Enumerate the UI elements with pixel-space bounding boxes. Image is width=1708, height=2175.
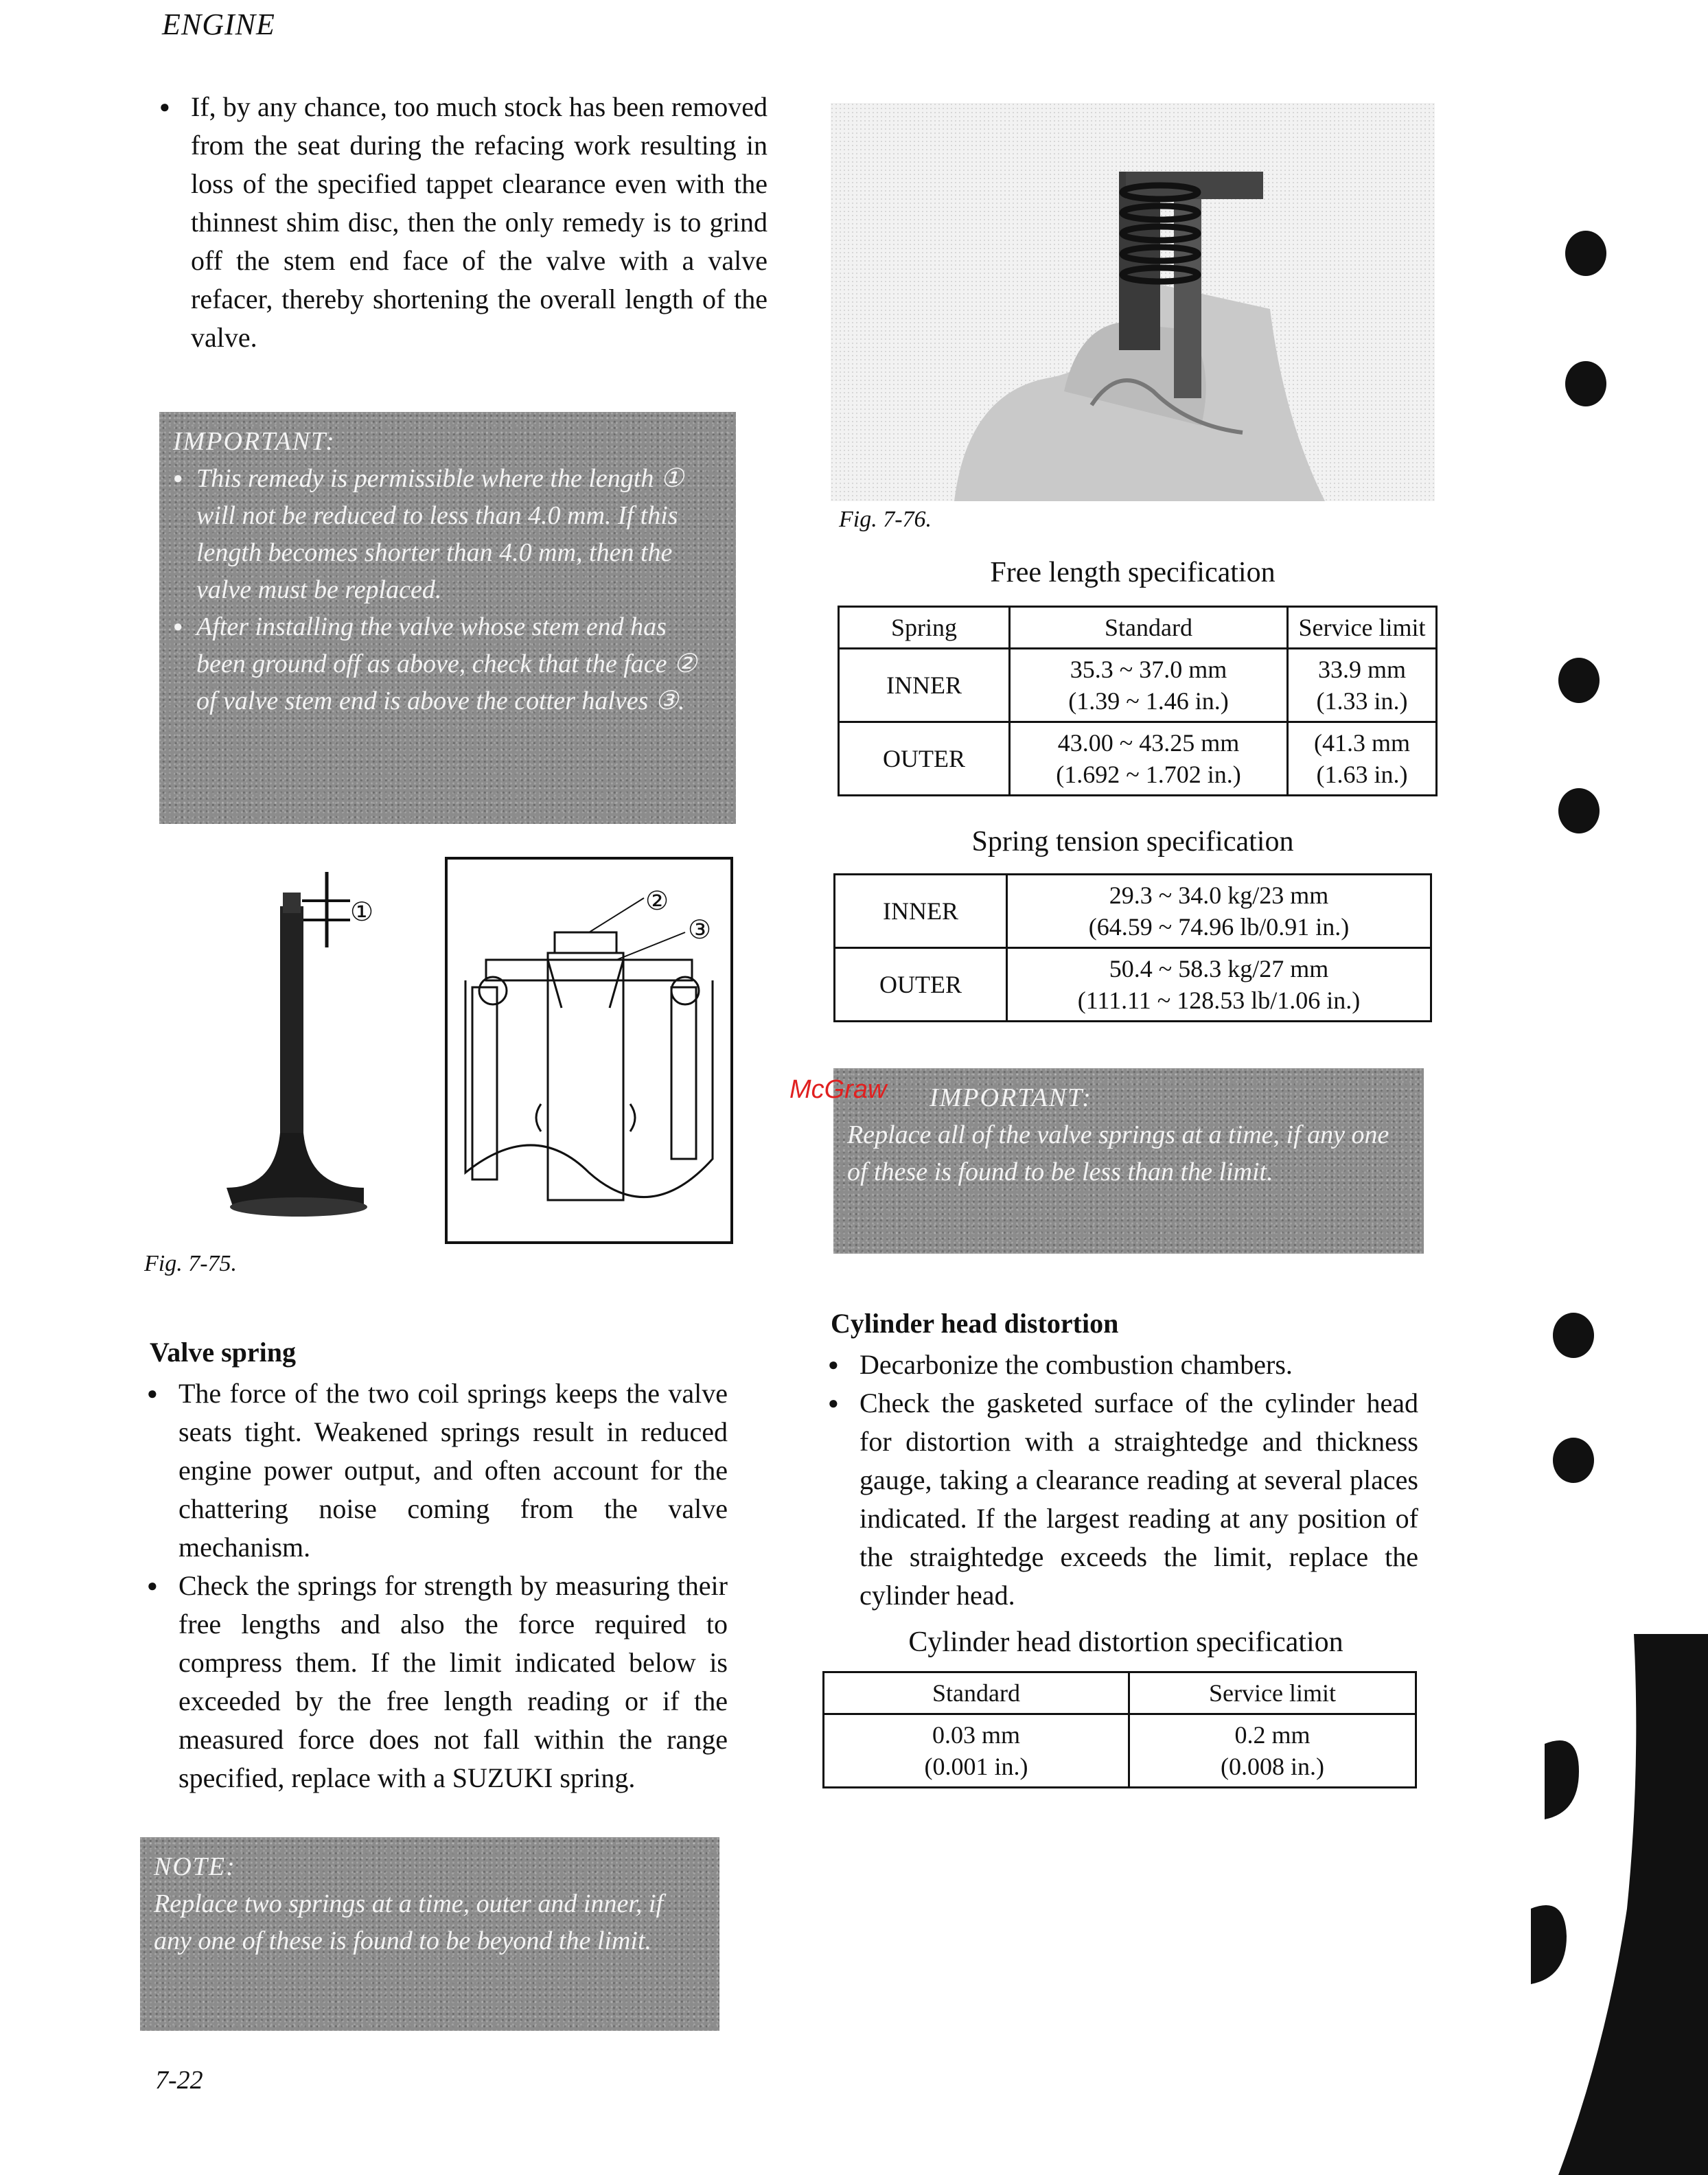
table-header-row: [839, 607, 1437, 649]
tension-caption: Spring tension specification: [971, 826, 1294, 858]
important-box-1: [159, 412, 736, 824]
important-title: IMPORTANT:: [173, 427, 336, 456]
important-title: IMPORTANT:: [930, 1083, 1092, 1112]
cell-standard: 43.00 ~ 43.25 mm (1.692 ~ 1.702 in.): [1010, 722, 1288, 796]
intro-bullet-text: If, by any chance, too much stock has been removed from the seat during the refacing work resulting in loss of the specified tappet clearance even with the thinnest shim disc, then the only remedy is to grind off the stem end face of the valve with a valve refacer, thereby shortening the overall length of the valve.: [191, 91, 768, 353]
important-item-2: ● After installing the valve whose stem end has been ground off as above, check that the face ② of valve stem end is above the cotter halves ③.: [173, 608, 722, 720]
cell-spring: OUTER: [835, 948, 1007, 1022]
cylinder-head-bullets: [828, 1346, 1418, 1615]
callout-3: ③: [688, 916, 712, 945]
cylinder-head-bullet-2: ● Check the gasketed surface of the cylinder head for distortion with a straightedge and thickness gauge, taking a clearance reading at several places indicated. If the largest reading at any position of the straightedge exceeds the limit, replace the cylinder head.: [828, 1384, 1418, 1615]
table-row: [835, 948, 1431, 1022]
important-text: Replace all of the valve springs at a time, if any one of these is found to be less than the limit.: [847, 1120, 1389, 1186]
cell-spring: INNER: [839, 649, 1010, 722]
valve-spring-bullet-1: ● The force of the two coil springs keeps the valve seats tight. Weakened springs result in reduced engine power output, and often account for the chattering noise coming from the valve mechanism.: [147, 1374, 728, 1567]
table-row: [824, 1714, 1416, 1788]
cell-spring: OUTER: [839, 722, 1010, 796]
free-length-caption: Free length specification: [990, 557, 1276, 588]
binder-hole: [1565, 231, 1606, 276]
binder-hole: [1565, 361, 1606, 406]
cell-tension: 29.3 ~ 34.0 kg/23 mm (64.59 ~ 74.96 lb/0.91 in.): [1007, 875, 1431, 948]
note-title: NOTE:: [154, 1852, 236, 1881]
binder-hole: [1558, 788, 1600, 833]
page-number: 7-22: [155, 2066, 203, 2095]
header-standard: Standard: [1010, 607, 1288, 649]
table-header-row: [824, 1672, 1416, 1714]
table-row: [839, 649, 1437, 722]
spring-measuring-photo: [831, 103, 1435, 501]
cylinder-head-bullet-1: ● Decarbonize the combustion chambers.: [828, 1346, 1418, 1384]
valve-spring-bullet-2: ● Check the springs for strength by measuring their free lengths and also the force required to compress them. If the limit indicated below is exceeded by the free length reading or if the measured force does not fall within the range specified, replace with a SUZUKI spring.: [147, 1567, 728, 1797]
cell-limit: 0.2 mm (0.008 in.): [1129, 1714, 1416, 1788]
valve-spring-heading: Valve spring: [150, 1337, 297, 1368]
binder-hole: [1553, 1313, 1594, 1358]
tension-table: [833, 873, 1432, 1022]
distortion-caption: Cylinder head distortion specification: [908, 1626, 1343, 1658]
cell-tension: 50.4 ~ 58.3 kg/27 mm (111.11 ~ 128.53 lb/1.06 in.): [1007, 948, 1431, 1022]
cell-limit: (41.3 mm (1.63 in.): [1288, 722, 1437, 796]
header-standard: Standard: [824, 1672, 1129, 1714]
distortion-table: [822, 1671, 1417, 1788]
callout-1: ①: [350, 898, 374, 927]
section-header: ENGINE: [162, 8, 275, 41]
important-item-1: ● This remedy is permissible where the length ① will not be reduced to less than 4.0 mm. If this length becomes shorter than 4.0 mm, then the valve must be replaced.: [173, 460, 722, 608]
binder-hole: [1558, 658, 1600, 703]
fig-7-75-label: Fig. 7-75.: [144, 1251, 238, 1276]
free-length-table: [838, 606, 1438, 796]
important-box-2: [833, 1068, 1424, 1254]
cell-limit: 33.9 mm (1.33 in.): [1288, 649, 1437, 722]
page-edge-shadow: [1503, 1634, 1708, 2175]
valve-spring-bullets: [147, 1374, 728, 1797]
fig-7-76-label: Fig. 7-76.: [839, 507, 932, 532]
cell-standard: 0.03 mm (0.001 in.): [824, 1714, 1129, 1788]
header-service-limit: Service limit: [1129, 1672, 1416, 1714]
binder-hole: [1553, 1438, 1594, 1483]
note-box: [140, 1837, 719, 2031]
cell-spring: INNER: [835, 875, 1007, 948]
note-text: Replace two springs at a time, outer and inner, if any one of these is found to be beyond the limit.: [154, 1889, 664, 1955]
cell-standard: 35.3 ~ 37.0 mm (1.39 ~ 1.46 in.): [1010, 649, 1288, 722]
intro-bullet: [159, 88, 768, 357]
header-spring: Spring: [839, 607, 1010, 649]
table-row: [835, 875, 1431, 948]
header-service-limit: Service limit: [1288, 607, 1437, 649]
callout-2: ②: [645, 887, 669, 916]
watermark: McGraw: [789, 1075, 887, 1104]
table-row: [839, 722, 1437, 796]
cylinder-head-heading: Cylinder head distortion: [831, 1308, 1119, 1339]
